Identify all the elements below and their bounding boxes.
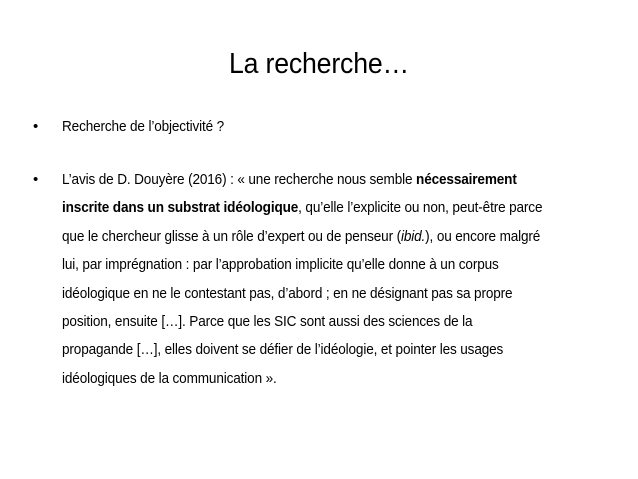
text-run: propagande […], elles doivent se défier de l’idéologie, et pointer les usages (62, 342, 504, 359)
text-run-bold: inscrite dans un substrat idéologique (62, 200, 299, 217)
text-run: idéologiques de la communication ». (62, 370, 277, 387)
text-line (62, 223, 564, 251)
text-line (62, 280, 564, 308)
text-run: Recherche de l’objectivité ? (62, 119, 225, 135)
text-run: ), ou encore malgré (425, 228, 541, 245)
text-line (62, 166, 564, 194)
text-line (62, 336, 564, 364)
bullet-marker: • (33, 118, 39, 135)
text-run: idéologique en ne le contestant pas, d’abord ; en ne désignant pas sa propre (62, 285, 513, 302)
slide-title: La recherche… (228, 48, 410, 80)
text-run: L’avis de D. Douyère (2016) : « une recherche nous semble (62, 172, 417, 188)
bullet-text (62, 166, 564, 393)
text-line (62, 194, 564, 222)
bullet-text (62, 113, 564, 141)
text-line (62, 308, 564, 336)
text-run: , qu’elle l’explicite ou non, peut-être parce (298, 200, 543, 217)
text-line (62, 365, 564, 393)
text-run: position, ensuite […]. Parce que les SIC sont aussi des sciences de la (62, 314, 473, 331)
text-run: que le chercheur glisse à un rôle d’expert ou de penseur ( (62, 228, 401, 245)
text-run-italic: ibid. (400, 228, 426, 245)
text-run: lui, par imprégnation : par l’approbation implicite qu’elle donne à un corpus (62, 257, 499, 274)
bullet-marker: • (33, 171, 39, 188)
text-line (62, 251, 564, 279)
text-line (62, 113, 564, 141)
text-run-bold: nécessairement (416, 172, 517, 188)
